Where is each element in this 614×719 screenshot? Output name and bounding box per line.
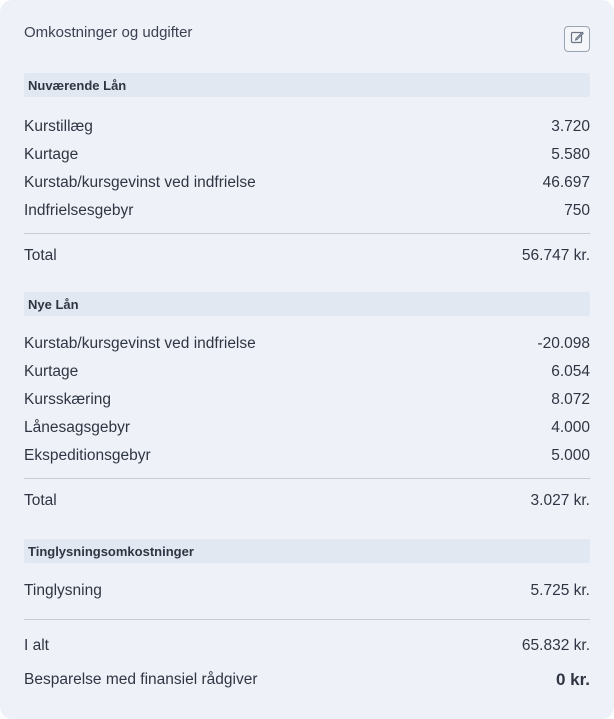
list-item xyxy=(24,141,590,169)
section-current-loan-heading: Nuværende Lån xyxy=(24,73,590,97)
list-item xyxy=(24,169,590,197)
list-item xyxy=(24,358,590,386)
list-item xyxy=(24,442,590,470)
list-item xyxy=(24,113,590,141)
section-new-loan-heading: Nye Lån xyxy=(24,292,590,316)
row-value: 6.054 xyxy=(551,363,590,380)
row-label: Lånesagsgebyr xyxy=(24,419,130,436)
row-label: Ekspeditionsgebyr xyxy=(24,447,151,464)
list-item xyxy=(24,330,590,358)
row-value: 46.697 xyxy=(542,174,590,191)
edit-icon xyxy=(570,30,584,49)
edit-button[interactable] xyxy=(564,26,590,52)
total-label: Total xyxy=(24,492,57,509)
divider xyxy=(24,619,590,620)
total-value: 3.027 kr. xyxy=(530,492,590,509)
list-item xyxy=(24,577,590,605)
new-loan-total-row xyxy=(24,479,590,523)
row-value: 4.000 xyxy=(551,419,590,436)
row-value: 750 xyxy=(564,202,590,219)
row-value: 8.072 xyxy=(551,391,590,408)
savings-row xyxy=(24,666,590,694)
grand-total-label: I alt xyxy=(24,637,49,654)
card-title: Omkostninger og udgifter xyxy=(24,24,193,41)
list-item xyxy=(24,386,590,414)
total-value: 56.747 kr. xyxy=(521,247,590,264)
total-label: Total xyxy=(24,247,57,264)
row-label: Kurstab/kursgevinst ved indfrielse xyxy=(24,174,256,191)
row-value: 3.720 xyxy=(551,118,590,135)
row-value: 5.580 xyxy=(551,146,590,163)
row-value: 5.725 kr. xyxy=(530,582,590,599)
savings-value: 0 kr. xyxy=(555,670,590,689)
row-label: Kurtage xyxy=(24,363,79,380)
row-value: -20.098 xyxy=(537,335,590,352)
current-loan-total-row xyxy=(24,234,590,278)
list-item xyxy=(24,414,590,442)
row-label: Indfrielsesgebyr xyxy=(24,202,134,219)
row-value: 5.000 xyxy=(551,447,590,464)
row-label: Kurstab/kursgevinst ved indfrielse xyxy=(24,335,256,352)
grand-total-value: 65.832 kr. xyxy=(521,637,590,654)
list-item xyxy=(24,197,590,225)
row-label: Tinglysning xyxy=(24,582,102,599)
row-label: Kurstillæg xyxy=(24,118,93,135)
row-label: Kurtage xyxy=(24,146,79,163)
card-header xyxy=(24,0,590,64)
savings-label: Besparelse med finansiel rådgiver xyxy=(24,671,258,688)
row-label: Kursskæring xyxy=(24,391,111,408)
grand-total-row xyxy=(24,632,590,660)
section-registration-heading: Tinglysningsomkostninger xyxy=(24,539,590,563)
